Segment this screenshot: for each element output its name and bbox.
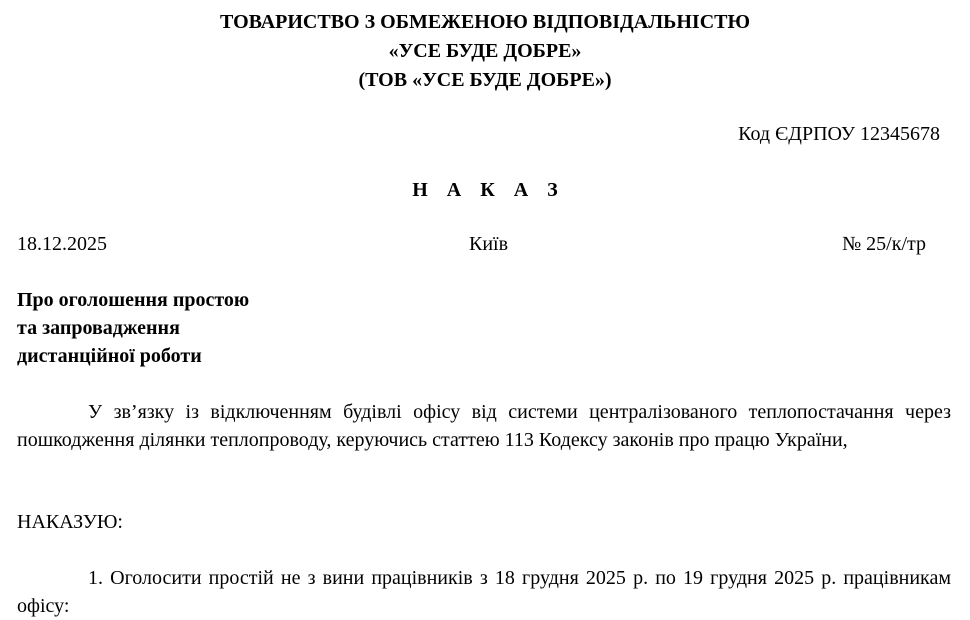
document-title: Н А К А З [412, 179, 565, 201]
edrpou-code: Код ЄДРПОУ 12345678 [738, 123, 940, 145]
company-name-quoted: «УСЕ БУДЕ ДОБРЕ» [388, 40, 582, 62]
order-meta-row [17, 230, 926, 258]
order-city: Київ [469, 233, 509, 255]
company-short-name: (ТОВ «УСЕ БУДЕ ДОБРЕ») [358, 69, 612, 91]
order-item: 1. Оголосити простій не з вини працівників з 18 грудня 2025 р. по 19 грудня 2025 р. працівникам офісу: [17, 567, 951, 617]
company-name-line: ТОВАРИСТВО З ОБМЕЖЕНОЮ ВІДПОВІДАЛЬНІСТЮ [220, 11, 750, 33]
order-subject [17, 286, 249, 370]
subject-line: дистанційної роботи [17, 345, 202, 367]
preamble-paragraph: У зв’язку із відключенням будівлі офісу від системи централізованого теплопостачання через пошкодження ділянки теплопроводу, керуючись статтею 113 Кодексу законів про працю України, [17, 401, 951, 451]
orders-label: НАКАЗУЮ: [17, 511, 123, 533]
subject-line: Про оголошення простою [17, 289, 250, 311]
order-number: № 25/к/тр [842, 233, 926, 255]
order-date: 18.12.2025 [17, 233, 107, 255]
company-header [0, 8, 970, 95]
subject-line: та запровадження [17, 317, 180, 339]
